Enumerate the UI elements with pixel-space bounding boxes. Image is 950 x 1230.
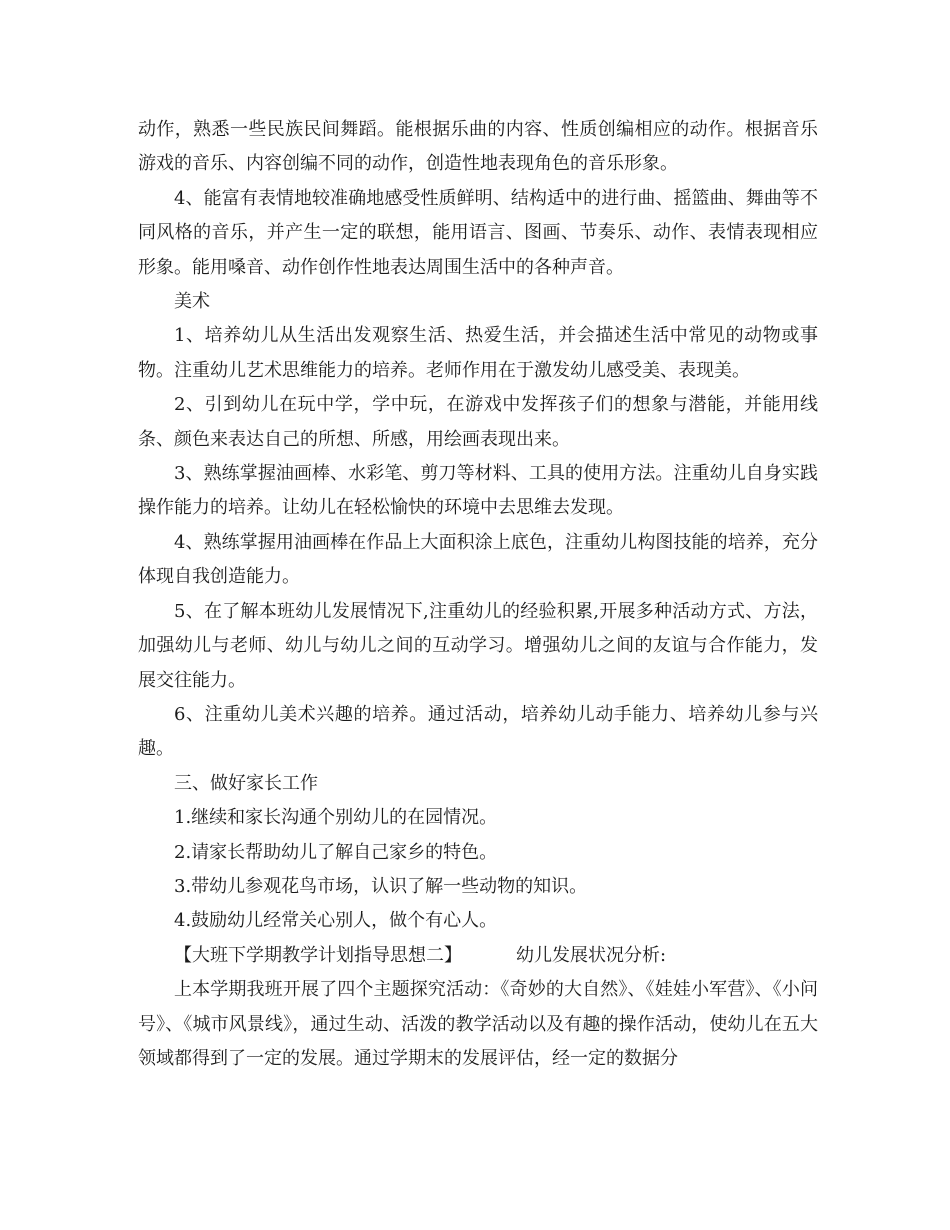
list-item-parent-4: 4.鼓励幼儿经常关心别人，做个有心人。 [174,910,498,932]
heading-art: 美术 [174,291,210,313]
heading-parent-work: 三、做好家长工作 [174,772,318,794]
section-title: 【大班下学期教学计划指导思想二】 [174,944,462,966]
paragraph-music-4: 4、能富有表情地较准确地感受性质鲜明、结构适中的进行曲、摇篮曲、舞曲等不同风格的音乐，并产生一定的联想，能用语言、图画、节奏乐、动作、表情表现相应形象。能用嗓音、动作创作性地表达周围生活中的各种声音。 [138,187,818,278]
paragraph-art-5: 5、在了解本班幼儿发展情况下,注重幼儿的经验积累,开展多种活动方式、方法，加强幼儿与老师、幼儿与幼儿之间的互动学习。增强幼儿之间的友谊与合作能力，发展交往能力。 [138,600,818,691]
paragraph-art-6: 6、注重幼儿美术兴趣的培养。通过活动，培养幼儿动手能力、培养幼儿参与兴趣。 [138,703,818,760]
list-item-parent-3: 3.带幼儿参观花鸟市场，认识了解一些动物的知识。 [174,875,588,897]
list-item-parent-2: 2.请家长帮助幼儿了解自己家乡的特色。 [174,841,498,863]
document-body [138,113,818,1076]
paragraph-development-analysis: 上本学期我班开展了四个主题探究活动：《奇妙的大自然》、《娃娃小军营》、《小问号》、《城市风景线》，通过生动、活泼的教学活动以及有趣的操作活动，使幼儿在五大领域都得到了一定的发展。通过学期末的发展评估，经一定的数据分 [138,979,818,1069]
paragraph-art-2: 2、引到幼儿在玩中学，学中玩，在游戏中发挥孩子们的想象与潜能，并能用线条、颜色来表达自己的所想、所感，用绘画表现出来。 [138,394,818,450]
section-subtitle: 幼儿发展状况分析: [516,944,667,966]
paragraph-art-4: 4、熟练掌握用油画棒在作品上大面积涂上底色，注重幼儿构图技能的培养，充分体现自我创造能力。 [138,531,818,588]
section-title-line [138,939,818,973]
paragraph-music-dance: 动作，熟悉一些民族民间舞蹈。能根据乐曲的内容、性质创编相应的动作。根据音乐游戏的音乐、内容创编不同的动作，创造性地表现角色的音乐形象。 [138,119,818,175]
list-item-parent-1: 1.继续和家长沟通个别幼儿的在园情况。 [174,807,498,829]
paragraph-art-1: 1、培养幼儿从生活出发观察生活、热爱生活，并会描述生活中常见的动物或事物。注重幼儿艺术思维能力的培养。老师作用在于激发幼儿感受美、表现美。 [138,325,818,381]
paragraph-art-3: 3、熟练掌握油画棒、水彩笔、剪刀等材料、工具的使用方法。注重幼儿自身实践操作能力的培养。让幼儿在轻松愉快的环境中去思维去发现。 [138,463,818,519]
